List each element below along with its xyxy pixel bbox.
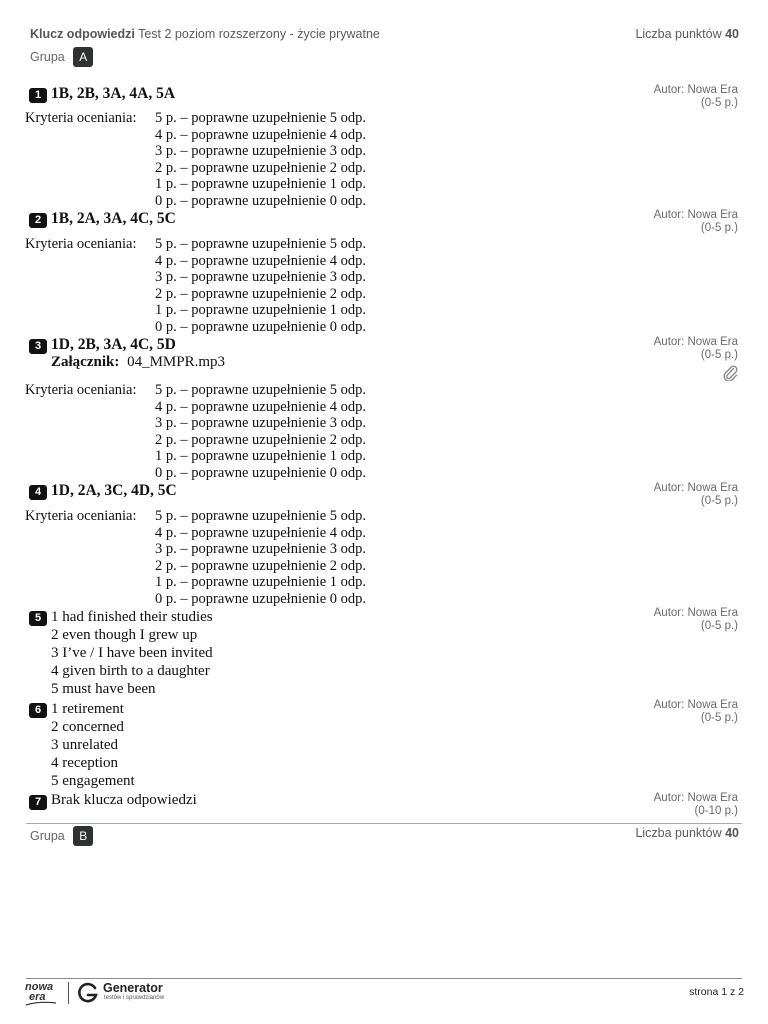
criteria-line: 3 p. – poprawne uzupełnienie 3 odp. <box>155 143 367 159</box>
logo-era: era <box>29 991 46 1003</box>
question-5-author <box>654 607 738 633</box>
page-number: strona 1 z 2 <box>689 986 744 998</box>
question-4-criteria <box>155 508 366 607</box>
answer-line: 1 had finished their studies <box>51 609 213 625</box>
points-range: (0-5 p.) <box>700 97 738 109</box>
group-divider <box>26 823 742 824</box>
criteria-line: 5 p. – poprawne uzupełnienie 5 odp. <box>155 110 367 126</box>
group-b-points-value: 40 <box>725 826 739 840</box>
attachment-label: Załącznik: <box>51 354 120 370</box>
answer-line: 3 unrelated <box>51 737 119 753</box>
question-7-answer: Brak klucza odpowiedzi <box>51 792 197 808</box>
author-name: Autor: Nowa Era <box>653 699 738 711</box>
criteria-line: 4 p. – poprawne uzupełnienie 4 odp. <box>155 252 367 269</box>
question-3-author <box>654 336 738 362</box>
points-range: (0-5 p.) <box>700 222 738 234</box>
criteria-line: 5 p. – poprawne uzupełnienie 5 odp. <box>155 236 367 252</box>
generator-tagline: testów i sprawdzianów <box>104 995 165 1001</box>
question-4-author <box>654 482 738 508</box>
question-4-number: 4 <box>29 485 47 500</box>
criteria-line: 0 p. – poprawne uzupełnienie 0 odp. <box>155 464 367 481</box>
question-4-criteria-label: Kryteria oceniania: <box>25 508 137 524</box>
criteria-line: 2 p. – poprawne uzupełnienie 2 odp. <box>155 431 367 448</box>
group-b-header <box>30 826 93 846</box>
group-a-header <box>30 47 93 67</box>
question-7-author <box>654 792 738 818</box>
attachment-file[interactable]: 04_MMPR.mp3 <box>127 354 226 370</box>
footer-divider <box>26 978 742 979</box>
criteria-line: 5 p. – poprawne uzupełnienie 5 odp. <box>155 508 367 524</box>
question-1-criteria <box>155 110 366 209</box>
total-points-label: Liczba punktów <box>635 27 722 41</box>
author-name: Autor: Nowa Era <box>653 607 738 619</box>
total-points-value: 40 <box>725 27 739 41</box>
answer-line: 1 retirement <box>51 701 124 717</box>
criteria-line: 3 p. – poprawne uzupełnienie 3 odp. <box>155 415 367 431</box>
question-2-criteria <box>155 236 366 335</box>
author-name: Autor: Nowa Era <box>653 84 738 96</box>
document-title-bold: Klucz odpowiedzi <box>30 27 135 41</box>
criteria-line: 5 p. – poprawne uzupełnienie 5 odp. <box>155 382 367 398</box>
criteria-line: 4 p. – poprawne uzupełnienie 4 odp. <box>155 126 367 143</box>
generator-name: Generator <box>103 981 163 995</box>
criteria-line: 1 p. – poprawne uzupełnienie 1 odp. <box>155 302 367 318</box>
answer-line: 3 I’ve / I have been invited <box>51 645 213 661</box>
answer-line: 5 engagement <box>51 773 135 789</box>
question-6-lines <box>51 700 135 790</box>
question-6-author <box>654 699 738 725</box>
question-7-number: 7 <box>29 795 47 810</box>
question-3-answer: 1D, 2B, 3A, 4C, 5D <box>51 336 176 353</box>
question-2-number: 2 <box>29 213 47 228</box>
group-a-badge: A <box>73 47 93 67</box>
author-name: Autor: Nowa Era <box>653 792 738 804</box>
question-1-number: 1 <box>29 88 47 103</box>
criteria-line: 3 p. – poprawne uzupełnienie 3 odp. <box>155 269 367 285</box>
group-b-points <box>635 826 739 840</box>
nowa-era-logo <box>25 982 53 1002</box>
question-2-author <box>654 209 738 235</box>
paperclip-icon[interactable] <box>722 363 738 381</box>
question-3-criteria-label: Kryteria oceniania: <box>25 382 137 398</box>
criteria-line: 2 p. – poprawne uzupełnienie 2 odp. <box>155 557 367 574</box>
document-title-rest: Test 2 poziom rozszerzony - życie prywatne <box>138 27 380 41</box>
question-4-answer: 1D, 2A, 3C, 4D, 5C <box>51 482 177 499</box>
criteria-line: 1 p. – poprawne uzupełnienie 1 odp. <box>155 448 367 464</box>
criteria-line: 2 p. – poprawne uzupełnienie 2 odp. <box>155 159 367 176</box>
criteria-line: 2 p. – poprawne uzupełnienie 2 odp. <box>155 285 367 302</box>
question-1-author <box>654 84 738 110</box>
answer-line: 4 given birth to a daughter <box>51 663 210 679</box>
question-6-number: 6 <box>29 703 47 718</box>
logo-swoosh <box>25 1001 57 1007</box>
criteria-line: 4 p. – poprawne uzupełnienie 4 odp. <box>155 398 367 415</box>
group-b-points-label: Liczba punktów <box>635 826 722 840</box>
group-b-badge: B <box>73 826 93 846</box>
points-range: (0-5 p.) <box>700 349 738 361</box>
question-3-criteria <box>155 382 366 481</box>
points-range: (0-5 p.) <box>700 495 738 507</box>
criteria-line: 1 p. – poprawne uzupełnienie 1 odp. <box>155 176 367 192</box>
points-range: (0-10 p.) <box>694 805 738 817</box>
group-a-label: Grupa <box>30 50 65 64</box>
group-b-label: Grupa <box>30 829 65 843</box>
total-points <box>635 27 739 41</box>
answer-line: 5 must have been <box>51 681 156 697</box>
footer-logo-separator <box>68 982 69 1004</box>
question-2-criteria-label: Kryteria oceniania: <box>25 236 137 252</box>
points-range: (0-5 p.) <box>700 712 738 724</box>
question-1-criteria-label: Kryteria oceniania: <box>25 110 137 126</box>
logo-nowa: nowa <box>25 981 54 993</box>
answer-line: 4 reception <box>51 755 119 771</box>
author-name: Autor: Nowa Era <box>653 482 738 494</box>
criteria-line: 0 p. – poprawne uzupełnienie 0 odp. <box>155 318 367 335</box>
criteria-line: 3 p. – poprawne uzupełnienie 3 odp. <box>155 541 367 557</box>
answer-line: 2 concerned <box>51 719 124 735</box>
generator-g-icon <box>77 982 99 1004</box>
author-name: Autor: Nowa Era <box>653 336 738 348</box>
author-name: Autor: Nowa Era <box>653 209 738 221</box>
criteria-line: 0 p. – poprawne uzupełnienie 0 odp. <box>155 590 367 607</box>
question-3-number: 3 <box>29 339 47 354</box>
question-3-attachment <box>51 354 225 371</box>
question-5-number: 5 <box>29 611 47 626</box>
criteria-line: 0 p. – poprawne uzupełnienie 0 odp. <box>155 192 367 209</box>
criteria-line: 1 p. – poprawne uzupełnienie 1 odp. <box>155 574 367 590</box>
criteria-line: 4 p. – poprawne uzupełnienie 4 odp. <box>155 524 367 541</box>
question-2-answer: 1B, 2A, 3A, 4C, 5C <box>51 210 176 227</box>
answer-line: 2 even though I grew up <box>51 627 198 643</box>
document-title <box>30 27 380 41</box>
points-range: (0-5 p.) <box>700 620 738 632</box>
question-5-lines <box>51 608 213 698</box>
question-1-answer: 1B, 2B, 3A, 4A, 5A <box>51 85 176 102</box>
